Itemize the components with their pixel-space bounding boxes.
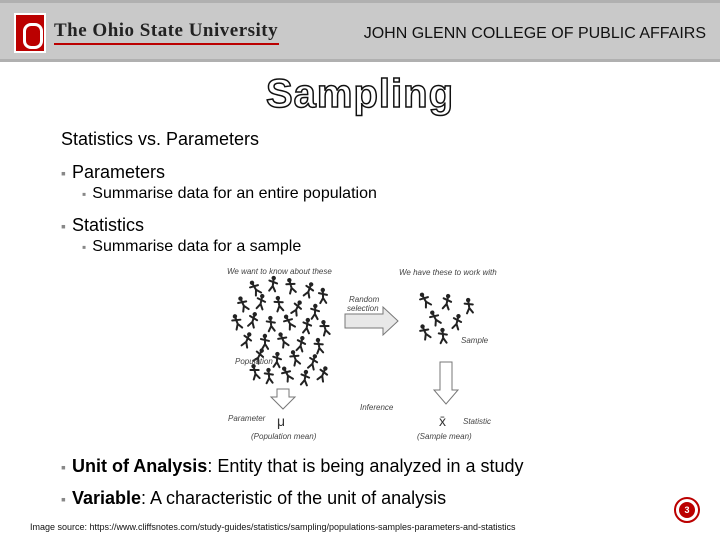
- header-bar: [0, 0, 720, 62]
- sub-bullet-parameters-text: Summarise data for an entire population: [92, 185, 377, 202]
- person-icon: [273, 352, 282, 368]
- person-icon: [314, 337, 325, 353]
- person-icon: [464, 297, 474, 313]
- person-icon: [417, 291, 432, 308]
- slide-title: [0, 72, 720, 117]
- person-icon: [317, 365, 330, 382]
- person-icon: [428, 309, 442, 326]
- person-icon: [319, 288, 328, 303]
- person-icon: [247, 279, 262, 296]
- definition-variable: [61, 488, 446, 509]
- person-icon: [261, 334, 269, 349]
- person-icon: [296, 335, 307, 352]
- person-icon: [274, 295, 285, 311]
- person-icon: [280, 365, 294, 382]
- person-icon: [247, 311, 259, 328]
- person-icon: [276, 331, 289, 348]
- term-variable: Variable: [71, 488, 142, 508]
- person-icon: [266, 315, 276, 331]
- bullet-icon: ▪: [61, 218, 66, 234]
- inference-label: Inference: [360, 403, 394, 412]
- definition-unit-of-analysis: [61, 456, 524, 477]
- bullet-statistics: [61, 215, 144, 236]
- person-icon: [285, 277, 297, 294]
- person-icon: [264, 367, 273, 383]
- right-caption: We have these to work with: [399, 268, 497, 277]
- person-icon: [300, 369, 310, 385]
- sample-label: Sample: [461, 336, 489, 345]
- sub-bullet-icon: ▪: [82, 240, 87, 254]
- image-source: Image source: https://www.cliffsnotes.com/study-guides/statistics/sampling/populations-samples-parameters-and-statistics: [30, 522, 516, 532]
- college-name: JOHN GLENN COLLEGE OF PUBLIC AFFAIRS: [363, 25, 706, 42]
- person-icon: [311, 304, 320, 320]
- left-caption: We want to know about these: [227, 267, 332, 276]
- sub-bullet-statistics-text: Summarise data for a sample: [92, 238, 302, 255]
- bullet-parameters-label: Parameters: [71, 162, 166, 182]
- page-number: 3: [679, 502, 695, 518]
- person-icon: [289, 349, 302, 366]
- sub-bullet-parameters: [82, 185, 377, 203]
- sample-mean-label: (Sample mean): [417, 432, 472, 441]
- mu-symbol: μ: [277, 413, 286, 429]
- person-icon: [282, 313, 296, 330]
- university-name: The Ohio State University: [54, 20, 279, 41]
- person-icon: [256, 293, 267, 310]
- statistic-label: Statistic: [463, 417, 492, 426]
- term-unit-of-analysis: Unit of Analysis: [71, 456, 208, 476]
- person-icon: [241, 331, 254, 348]
- parameter-label: Parameter: [228, 414, 266, 423]
- xbar-symbol: x̄: [439, 413, 446, 429]
- population-mean-label: (Population mean): [251, 432, 317, 441]
- page-number-badge: [674, 497, 700, 523]
- person-icon: [230, 313, 243, 330]
- header-inner: [0, 3, 720, 59]
- bullet-statistics-label: Statistics: [71, 215, 144, 235]
- bullet-icon: ▪: [61, 459, 66, 475]
- sub-bullet-statistics: [82, 238, 301, 256]
- bullet-parameters: [61, 162, 165, 183]
- bullet-icon: ▪: [61, 491, 66, 507]
- block-o-logo-icon: [14, 13, 46, 53]
- person-icon: [307, 353, 319, 370]
- person-icon: [302, 317, 312, 333]
- inference-arrow: [434, 362, 458, 404]
- person-icon: [451, 313, 462, 330]
- definition-variable-text: : A characteristic of the unit of analysis: [141, 488, 447, 508]
- person-icon: [319, 319, 331, 336]
- person-icon: [268, 275, 278, 291]
- university-underline: [54, 43, 279, 45]
- bullet-icon: ▪: [61, 165, 66, 181]
- slide-title-text: Sampling: [265, 72, 455, 116]
- section-heading: Statistics vs. Parameters: [61, 129, 260, 149]
- definition-unit-of-analysis-text: : Entity that is being analyzed in a study: [207, 456, 524, 476]
- arrow-label-random: Random: [349, 295, 380, 304]
- person-icon: [236, 295, 250, 312]
- person-icon: [438, 327, 447, 343]
- population-people-group: [230, 275, 330, 385]
- person-icon: [442, 293, 453, 309]
- person-icon: [418, 323, 431, 340]
- population-sample-diagram: [225, 264, 500, 442]
- person-icon: [290, 299, 304, 316]
- sub-bullet-icon: ▪: [82, 187, 87, 201]
- population-label: Population: [235, 357, 273, 366]
- parameter-arrow: [271, 389, 295, 409]
- arrow-label-selection: selection: [347, 304, 379, 313]
- person-icon: [303, 281, 316, 298]
